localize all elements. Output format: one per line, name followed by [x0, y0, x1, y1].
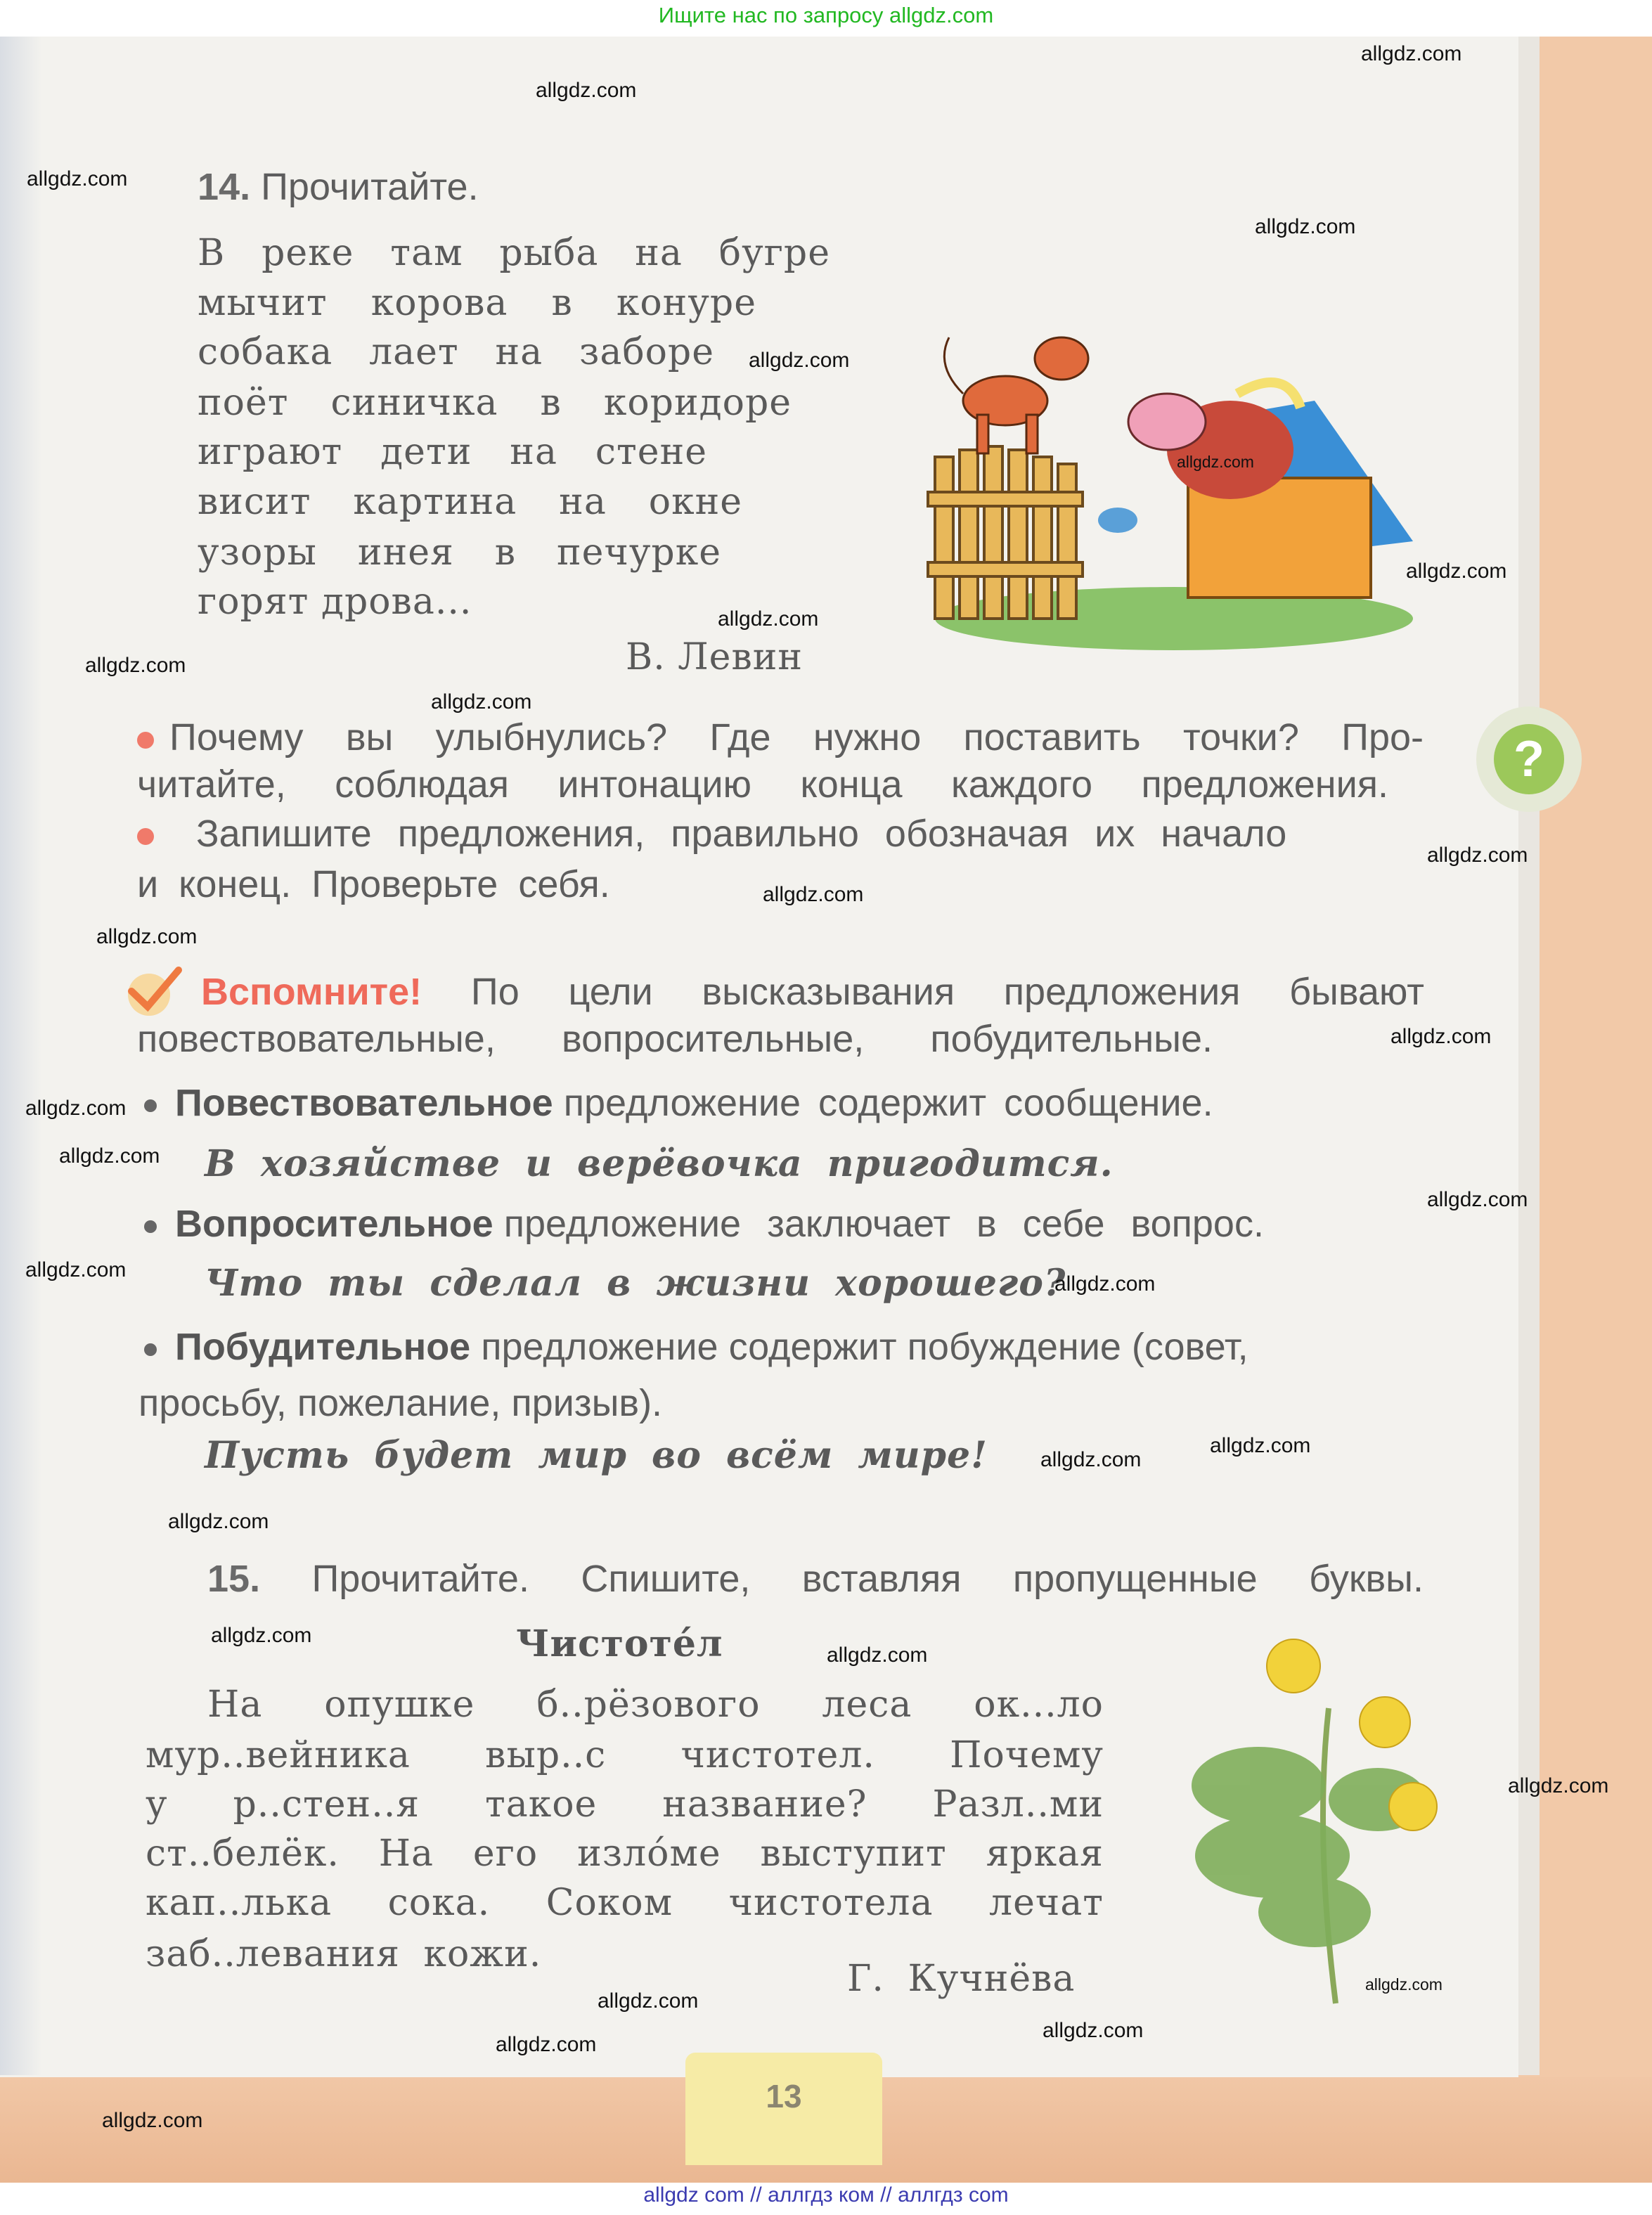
remember-block	[201, 970, 1424, 1014]
watermark-text: allgdz.com	[96, 925, 198, 948]
sentence-type-interrogative	[144, 1202, 1264, 1246]
remember-text: По цели высказывания предложения бывают	[470, 971, 1424, 1013]
remember-text: повествовательные, вопросительные, побудительные.	[137, 1018, 1213, 1060]
page-edge-shadow	[1518, 37, 1540, 2075]
poem-line: В реке там рыба на бугре	[198, 232, 830, 274]
task-line: Запишите предложения, правильно обозначая их начало	[196, 813, 1287, 855]
type-term: Вопросительное	[175, 1203, 493, 1245]
text-line: мур..вейника выр..с чистотел. Почему	[146, 1734, 1104, 1776]
watermark-text: allgdz.com	[1210, 1434, 1311, 1457]
watermark-text: allgdz.com	[25, 1097, 127, 1120]
watermark-text: allgdz.com	[431, 690, 532, 713]
bullet-icon	[144, 1343, 157, 1356]
poem-line: узоры инея в печурке	[198, 531, 721, 574]
bullet-icon	[144, 1220, 157, 1233]
watermark-text: allgdz.com	[27, 167, 128, 190]
text-line: у р..стен..я такое название? Разл..ми	[146, 1783, 1104, 1826]
text-line: заб..левания кожи.	[146, 1933, 542, 1975]
type-definition: просьбу, пожелание, призыв).	[138, 1382, 663, 1424]
exercise-15-heading	[207, 1557, 1424, 1601]
type-example: Пусть будет мир во всём мире!	[205, 1434, 988, 1477]
task-line: Почему вы улыбнулись? Где нужно поставить точки? Про-	[169, 716, 1424, 758]
watermark-text: allgdz.com	[25, 1258, 127, 1281]
page-number: 13	[766, 2078, 802, 2114]
fence	[928, 446, 1083, 619]
type-definition: предложение содержит побуждение (совет,	[481, 1326, 1248, 1368]
bullet-icon	[144, 1099, 157, 1112]
type-term: Побудительное	[175, 1326, 471, 1368]
watermark-text: allgdz.com	[1177, 453, 1254, 471]
type-example: В хозяйстве и верёвочка пригодится.	[205, 1142, 1114, 1185]
book-spine	[0, 37, 42, 2075]
sentence-type-imperative	[144, 1325, 1248, 1369]
exercise-number: 14.	[198, 166, 251, 208]
bullet-icon	[137, 828, 154, 845]
type-term: Повествовательное	[175, 1082, 553, 1124]
exercise-instruction: Прочитайте.	[261, 166, 479, 208]
poem-line: поёт синичка в коридоре	[198, 382, 792, 424]
watermark-text: allgdz.com	[827, 1644, 928, 1667]
watermark-text: allgdz.com	[1043, 2019, 1144, 2042]
watermark-text: allgdz.com	[598, 1989, 699, 2013]
text-author: Г. Кучнёва	[847, 1958, 1076, 2000]
poem-author: В. Левин	[626, 636, 804, 678]
text-line: ст..белёк. На его изло́ме выступит яркая	[146, 1833, 1104, 1875]
question-icon: ?	[1494, 724, 1564, 794]
type-definition: предложение заключает в себе вопрос.	[503, 1203, 1264, 1245]
watermark-text: allgdz.com	[1365, 1975, 1443, 1994]
watermark-text: allgdz.com	[1508, 1774, 1609, 1797]
watermark-text: allgdz.com	[1255, 215, 1356, 238]
poem-line: мычит корова в конуре	[198, 282, 756, 324]
watermark-text: allgdz.com	[85, 654, 186, 677]
poem-line: горят дрова...	[198, 581, 472, 623]
watermark-text: allgdz.com	[1406, 560, 1507, 583]
watermark-text: allgdz.com	[1054, 1272, 1156, 1296]
poem-line: собака лает на заборе	[198, 331, 714, 373]
type-definition: предложение содержит сообщение.	[563, 1082, 1213, 1124]
watermark-text: allgdz.com	[1390, 1025, 1492, 1048]
watermark-text: allgdz.com	[763, 883, 864, 906]
watermark-text: allgdz.com	[211, 1624, 312, 1647]
watermark-text: allgdz.com	[59, 1144, 160, 1168]
watermark-text: allgdz.com	[718, 607, 819, 631]
footer-links[interactable]: allgdz com // аллгдз ком // аллгдз com	[643, 2183, 1009, 2207]
task-line: читайте, соблюдая интонацию конца каждого предложения.	[137, 763, 1388, 806]
task-line: и конец. Проверьте себя.	[137, 863, 610, 905]
search-banner[interactable]: Ищите нас по запросу allgdz.com	[658, 3, 994, 27]
bird	[1098, 508, 1137, 533]
poem-line: играют дети на стене	[198, 431, 707, 473]
watermark-text: allgdz.com	[496, 2033, 597, 2056]
exercise-number: 15.	[207, 1558, 261, 1600]
poem-line: висит картина на окне	[198, 481, 742, 523]
cow	[1128, 382, 1301, 499]
watermark-text: allgdz.com	[168, 1510, 269, 1533]
watermark-text: allgdz.com	[1427, 844, 1528, 867]
dog-cow-illustration	[921, 309, 1427, 661]
type-example: Что ты сделал в жизни хорошего?	[205, 1262, 1066, 1305]
exercise-14-heading	[198, 165, 479, 209]
checkmark-icon	[121, 963, 184, 1019]
text-line: На опушке б..рёзового леса ок...ло	[207, 1684, 1104, 1726]
task-1	[137, 716, 1424, 759]
text-line: кап..лька сока. Соком чистотела лечат	[146, 1882, 1104, 1924]
remember-label: Вспомните!	[201, 971, 422, 1013]
watermark-text: allgdz.com	[536, 79, 637, 102]
watermark-text: allgdz.com	[1427, 1188, 1528, 1211]
dog	[944, 337, 1088, 453]
sentence-type-declarative	[144, 1081, 1213, 1125]
watermark-text: allgdz.com	[102, 2109, 203, 2132]
bullet-icon	[137, 732, 154, 749]
watermark-text: allgdz.com	[1040, 1448, 1142, 1471]
page-number-tab	[685, 2053, 882, 2165]
text-title: Чистоте́л	[516, 1622, 723, 1665]
celandine-flower-illustration	[1153, 1624, 1462, 2017]
watermark-text: allgdz.com	[1361, 42, 1462, 65]
exercise-instruction: Прочитайте. Спишите, вставляя пропущенные буквы.	[311, 1558, 1424, 1600]
task-2	[137, 812, 1424, 855]
watermark-text: allgdz.com	[749, 349, 850, 372]
question-badge	[1476, 706, 1582, 812]
